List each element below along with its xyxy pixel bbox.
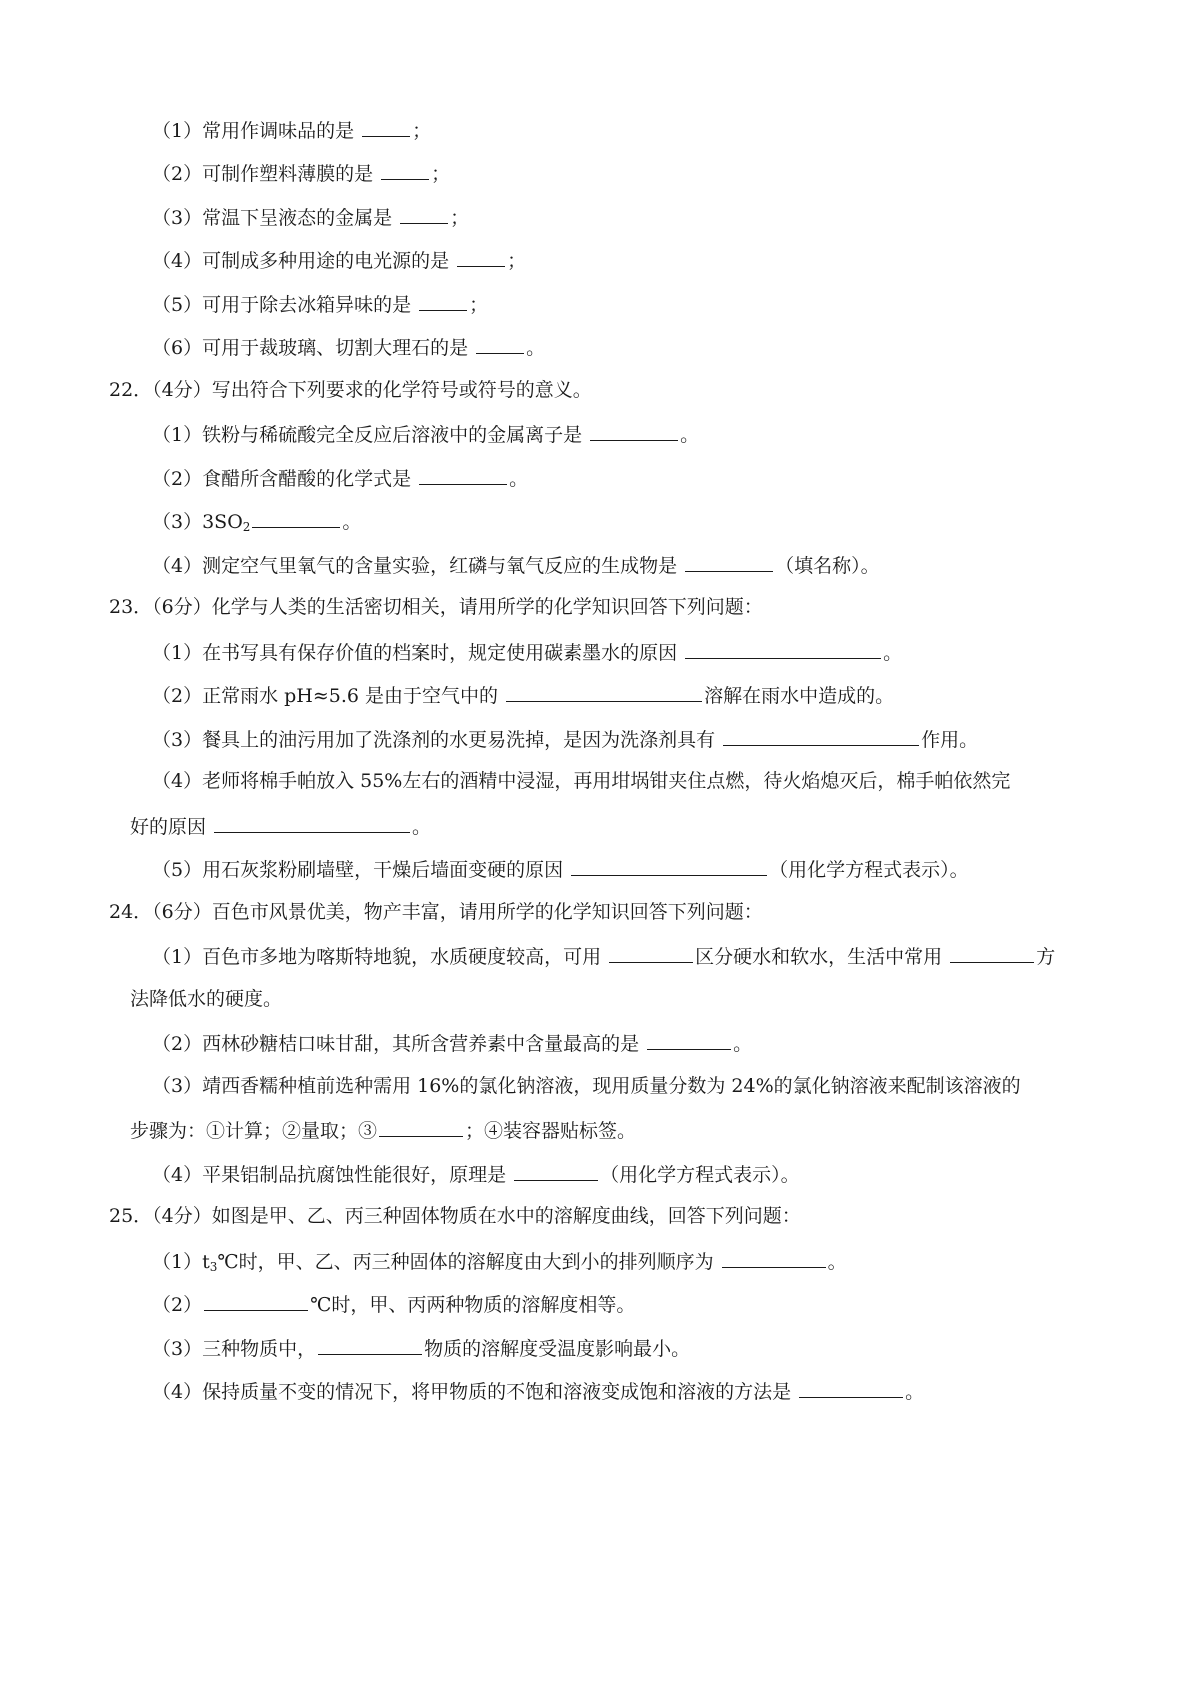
q23-item-1-end: 。 [883, 642, 903, 664]
q22-item-2 [152, 464, 528, 492]
q22-item-4 [152, 551, 880, 579]
q23-item-1-text: （1）在书写具有保存价值的档案时，规定使用碳素墨水的原因 [152, 642, 684, 664]
q23-item-1 [152, 638, 902, 666]
q21-item-1 [152, 116, 431, 144]
q21-item-5 [152, 290, 488, 318]
q21-item-6-text: （6）可用于裁玻璃、切割大理石的是 [152, 337, 475, 359]
answer-blank[interactable] [419, 464, 507, 485]
q24-item-2 [152, 1029, 752, 1057]
q24-item-3-cont [130, 1116, 636, 1144]
q21-item-3-text: （3）常温下呈液态的金属是 [152, 207, 399, 229]
answer-blank[interactable] [506, 681, 702, 702]
q24-item-2-end: 。 [733, 1033, 753, 1055]
q21-item-5-end: ； [469, 294, 489, 316]
q25-item-4-end: 。 [905, 1381, 925, 1403]
subscript: 3 [209, 1260, 218, 1274]
q23-item-4-end: 。 [412, 816, 432, 838]
q24-item-3-cont-text: 步骤为：①计算；②量取；③ [130, 1120, 378, 1142]
q21-item-6 [152, 333, 545, 361]
q21-item-3 [152, 203, 469, 231]
q25-item-2 [152, 1290, 635, 1318]
q24-item-4-text: （4）平果铝制品抗腐蚀性能很好，原理是 [152, 1164, 513, 1186]
q24-title: 24．（6分）百色市风景优美，物产丰富，请用所学的化学知识回答下列问题： [109, 901, 763, 923]
q23-item-3 [152, 725, 978, 753]
q24-item-1 [152, 942, 1055, 970]
q23-item-2-end: 溶解在雨水中造成的。 [704, 685, 895, 707]
answer-blank[interactable] [514, 1160, 598, 1181]
answer-blank[interactable] [723, 725, 919, 746]
q22-item-4-text: （4）测定空气里氧气的含量实验，红磷与氧气反应的生成物是 [152, 555, 684, 577]
q23-item-5-text: （5）用石灰浆粉刷墙壁，干燥后墙面变硬的原因 [152, 859, 570, 881]
q23-item-5-end: （用化学方程式表示）。 [769, 859, 969, 881]
q23-item-4 [152, 768, 1010, 794]
q21-item-2 [152, 159, 450, 187]
q25-item-1-text: （1）t [152, 1251, 210, 1273]
q23-item-4-cont [130, 812, 431, 840]
q24-item-1-cont: 法降低水的硬度。 [130, 988, 283, 1010]
answer-blank[interactable] [400, 203, 448, 224]
q25-item-3-text: （3）三种物质中， [152, 1338, 317, 1360]
answer-blank[interactable] [609, 942, 693, 963]
answer-blank[interactable] [214, 812, 410, 833]
q25-item-4 [152, 1377, 924, 1405]
q23-title: 23．（6分）化学与人类的生活密切相关，请用所学的化学知识回答下列问题： [109, 596, 763, 618]
q25-item-3-end: 物质的溶解度受温度影响最小。 [424, 1338, 691, 1360]
q23-item-2 [152, 681, 894, 709]
q25-item-1-text2: ℃时，甲、乙、丙三种固体的溶解度由大到小的排列顺序为 [217, 1251, 720, 1273]
q22-item-4-end: （填名称）。 [775, 555, 880, 577]
q25-item-1 [152, 1247, 847, 1275]
q25-item-2-end: ℃时，甲、丙两种物质的溶解度相等。 [310, 1294, 636, 1316]
q21-item-6-end: 。 [526, 337, 546, 359]
answer-blank[interactable] [647, 1029, 731, 1050]
q22-item-3 [152, 507, 361, 535]
answer-blank[interactable] [381, 159, 429, 180]
q25-item-4-text: （4）保持质量不变的情况下，将甲物质的不饱和溶液变成饱和溶液的方法是 [152, 1381, 798, 1403]
q24-item-3-end: ；④装容器贴标签。 [465, 1120, 637, 1142]
answer-blank[interactable] [950, 942, 1034, 963]
q22-item-1-end: 。 [680, 424, 700, 446]
answer-blank[interactable] [457, 246, 505, 267]
q21-item-2-text: （2）可制作塑料薄膜的是 [152, 163, 380, 185]
q23-item-4-cont-text: 好的原因 [130, 816, 213, 838]
q23-item-5 [152, 855, 969, 883]
answer-blank[interactable] [590, 420, 678, 441]
q25-item-3 [152, 1334, 690, 1362]
q22-item-1-text: （1）铁粉与稀硫酸完全反应后溶液中的金属离子是 [152, 424, 589, 446]
q22-item-2-end: 。 [509, 468, 529, 490]
subscript: 2 [242, 520, 251, 534]
q22-item-3-text: （3）3SO [152, 511, 243, 533]
q21-item-5-text: （5）可用于除去冰箱异味的是 [152, 294, 418, 316]
q21-item-1-end: ； [412, 120, 432, 142]
answer-blank[interactable] [722, 1247, 826, 1268]
q21-item-4-text: （4）可制成多种用途的电光源的是 [152, 250, 456, 272]
q23-item-3-text: （3）餐具上的油污用加了洗涤剂的水更易洗掉，是因为洗涤剂具有 [152, 729, 722, 751]
q22-item-2-text: （2）食醋所含醋酸的化学式是 [152, 468, 418, 490]
q24-item-1-text: （1）百色市多地为喀斯特地貌，水质硬度较高，可用 [152, 946, 608, 968]
q23-item-2-text: （2）正常雨水 pH≈5.6 是由于空气中的 [152, 685, 505, 707]
answer-blank[interactable] [419, 290, 467, 311]
answer-blank[interactable] [476, 333, 524, 354]
answer-blank[interactable] [379, 1116, 463, 1137]
q24-item-3-text: （3）靖西香糯种植前选种需用 16%的氯化钠溶液，现用质量分数为 24%的氯化钠溶液来配制该溶液的 [152, 1075, 1021, 1097]
q24-item-4-end: （用化学方程式表示）。 [600, 1164, 800, 1186]
q25-title: 25．（4分）如图是甲、乙、丙三种固体物质在水中的溶解度曲线，回答下列问题： [109, 1205, 801, 1227]
q24-item-1-mid: 区分硬水和软水，生活中常用 [695, 946, 949, 968]
q21-item-2-end: ； [431, 163, 451, 185]
answer-blank[interactable] [204, 1290, 308, 1311]
q21-item-1-text: （1）常用作调味品的是 [152, 120, 361, 142]
answer-blank[interactable] [252, 507, 340, 528]
q23-item-3-end: 作用。 [921, 729, 979, 751]
q24-item-4 [152, 1160, 800, 1188]
q25-item-1-end: 。 [827, 1251, 847, 1273]
q21-item-3-end: ； [450, 207, 470, 229]
q24-item-3 [152, 1073, 1021, 1099]
q23-item-4-text: （4）老师将棉手帕放入 55%左右的酒精中浸湿，再用坩埚钳夹住点燃，待火焰熄灭后，棉手帕依然完 [152, 770, 1011, 792]
q22-title: 22．（4分）写出符合下列要求的化学符号或符号的意义。 [109, 379, 592, 401]
q22-item-1 [152, 420, 699, 448]
answer-blank[interactable] [685, 638, 881, 659]
answer-blank[interactable] [799, 1377, 903, 1398]
answer-blank[interactable] [685, 551, 773, 572]
q24-item-2-text: （2）西林砂糖桔口味甘甜，其所含营养素中含量最高的是 [152, 1033, 646, 1055]
q24-item-1-end: 方 [1036, 946, 1056, 968]
q25-item-2-text: （2） [152, 1294, 203, 1316]
answer-blank[interactable] [571, 855, 767, 876]
answer-blank[interactable] [362, 116, 410, 137]
q22-item-3-end: 。 [342, 511, 362, 533]
q21-item-4 [152, 246, 526, 274]
q21-item-4-end: ； [507, 250, 527, 272]
answer-blank[interactable] [318, 1334, 422, 1355]
